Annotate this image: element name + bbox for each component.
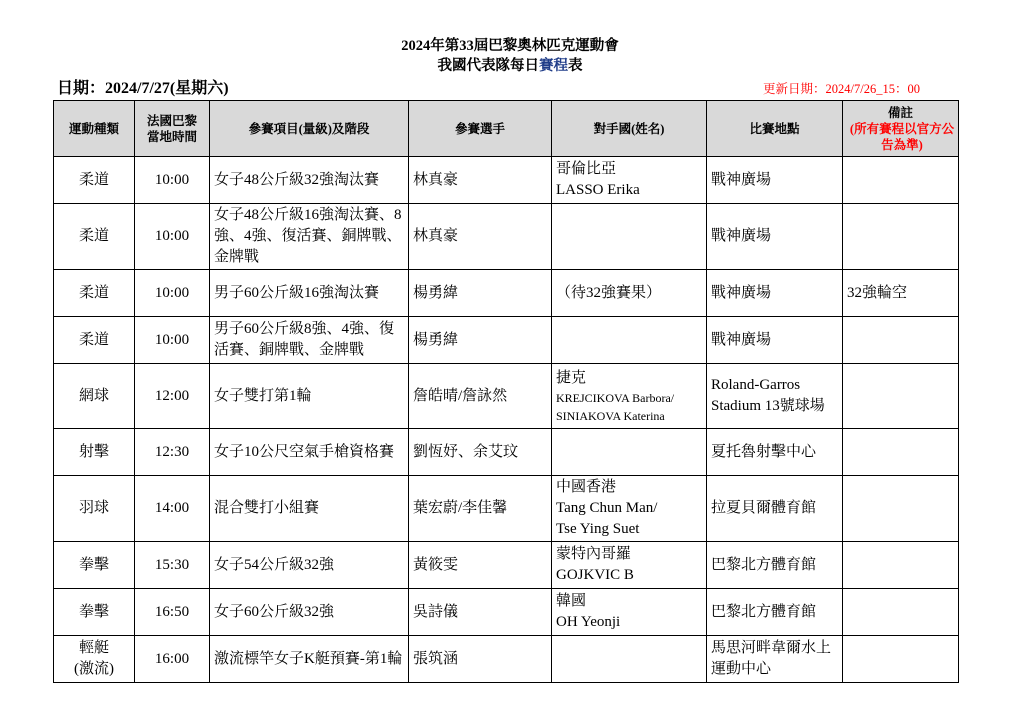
sport-name: 輕艇(激流) — [74, 640, 114, 677]
note — [843, 636, 959, 683]
header-row — [54, 101, 959, 157]
venue: Roland-Garros Stadium 13號球場 — [707, 364, 843, 429]
header-athletes: 參賽選手 — [409, 101, 552, 157]
schedule-row — [54, 542, 959, 589]
opponent-country: 蒙特內哥羅 — [556, 546, 632, 562]
athletes: 葉宏蔚/李佳馨 — [409, 476, 552, 542]
local-time: 16:00 — [135, 636, 210, 683]
note — [843, 204, 959, 270]
athletes: 吳詩儀 — [409, 589, 552, 636]
local-time: 12:00 — [135, 364, 210, 429]
note — [843, 317, 959, 364]
sport-cell — [54, 204, 135, 270]
event-stage: 女子60公斤級32強 — [210, 589, 409, 636]
sport-cell — [54, 542, 135, 589]
venue: 戰神廣場 — [707, 157, 843, 204]
header-opponent: 對手國(姓名) — [552, 101, 707, 157]
schedule-row — [54, 429, 959, 476]
note: 32強輪空 — [843, 270, 959, 317]
opponent-country: 捷克 — [556, 369, 587, 386]
opponent-cell — [552, 476, 707, 542]
venue: 馬思河畔韋爾水上運動中心 — [707, 636, 843, 683]
local-time: 10:00 — [135, 270, 210, 317]
local-time: 16:50 — [135, 589, 210, 636]
athletes: 黃筱雯 — [409, 542, 552, 589]
subtitle-suffix: 表 — [568, 58, 583, 74]
athletes: 詹皓晴/詹詠然 — [409, 364, 552, 429]
header-time-cell — [135, 101, 210, 157]
opponent-cell — [552, 589, 707, 636]
opponent-status: （待32強賽果） — [556, 284, 662, 301]
sport-name: 網球 — [78, 387, 109, 404]
event-stage: 女子54公斤級32強 — [210, 542, 409, 589]
note — [843, 476, 959, 542]
sport-name: 柔道 — [78, 171, 109, 188]
sport-cell — [54, 429, 135, 476]
athletes: 林真豪 — [409, 204, 552, 270]
sport-name: 射擊 — [78, 443, 109, 460]
sport-name: 拳擊 — [78, 556, 109, 573]
opponent-cell — [552, 364, 707, 429]
opponent-country: 中國香港 — [556, 479, 617, 495]
schedule-date: 日期：2024/7/27(星期六) — [57, 80, 229, 97]
sport-name: 柔道 — [78, 284, 109, 301]
athletes: 林真豪 — [409, 157, 552, 204]
subtitle-highlight: 賽程 — [539, 58, 568, 74]
sport-cell — [54, 157, 135, 204]
schedule-table — [53, 100, 959, 683]
venue: 夏托魯射擊中心 — [707, 429, 843, 476]
athletes: 張筑涵 — [409, 636, 552, 683]
header-note: 備註 — [887, 105, 913, 120]
subtitle-prefix: 我國代表隊每日 — [437, 58, 539, 74]
note — [843, 429, 959, 476]
schedule-row — [54, 317, 959, 364]
schedule-row — [54, 270, 959, 317]
venue: 拉夏貝爾體育館 — [707, 476, 843, 542]
local-time: 12:30 — [135, 429, 210, 476]
note — [843, 157, 959, 204]
header-venue: 比賽地點 — [707, 101, 843, 157]
schedule-row — [54, 364, 959, 429]
event-stage: 男子60公斤級16強淘汰賽 — [210, 270, 409, 317]
venue: 巴黎北方體育館 — [707, 589, 843, 636]
opponent-country: 哥倫比亞 — [556, 161, 617, 177]
opponent-name: OH Yeonji — [556, 614, 621, 630]
event-stage: 女子10公尺空氣手槍資格賽 — [210, 429, 409, 476]
sport-cell — [54, 317, 135, 364]
opponent-country: 韓國 — [556, 593, 587, 609]
sport-cell — [54, 270, 135, 317]
opponent-name: Tang Chun Man/ — [556, 500, 658, 516]
header-note-disclaimer: (所有賽程以官方公告為準) — [849, 121, 955, 152]
note — [843, 589, 959, 636]
event-stage: 女子雙打第1輪 — [210, 364, 409, 429]
schedule-row — [54, 157, 959, 204]
opponent-name: SINIAKOVA Katerina — [556, 408, 665, 423]
sport-cell — [54, 476, 135, 542]
event-stage: 女子48公斤級32強淘汰賽 — [210, 157, 409, 204]
local-time: 10:00 — [135, 317, 210, 364]
local-time: 14:00 — [135, 476, 210, 542]
venue: 巴黎北方體育館 — [707, 542, 843, 589]
event-stage: 激流標竿女子K艇預賽-第1輪 — [210, 636, 409, 683]
opponent-cell — [552, 542, 707, 589]
opponent-cell — [552, 317, 707, 364]
header-event: 參賽項目(量級)及階段 — [210, 101, 409, 157]
venue: 戰神廣場 — [707, 317, 843, 364]
opponent-cell — [552, 636, 707, 683]
event-stage: 混合雙打小組賽 — [210, 476, 409, 542]
schedule-row — [54, 636, 959, 683]
opponent-name: Tse Ying Suet — [556, 521, 640, 537]
opponent-cell — [552, 270, 707, 317]
header-time: 法國巴黎當地時間 — [146, 113, 197, 144]
note — [843, 364, 959, 429]
opponent-name: GOJKVIC B — [556, 567, 634, 583]
venue: 戰神廣場 — [707, 204, 843, 270]
sport-name: 拳擊 — [78, 603, 109, 620]
note — [843, 542, 959, 589]
opponent-name: LASSO Erika — [556, 182, 640, 198]
local-time: 10:00 — [135, 204, 210, 270]
opponent-cell — [552, 157, 707, 204]
document-subtitle — [0, 56, 1020, 76]
opponent-cell — [552, 204, 707, 270]
sport-cell — [54, 636, 135, 683]
athletes: 楊勇緯 — [409, 317, 552, 364]
sport-name: 羽球 — [78, 500, 109, 516]
header-sport: 運動種類 — [54, 101, 135, 157]
schedule-row — [54, 204, 959, 270]
local-time: 15:30 — [135, 542, 210, 589]
schedule-row — [54, 476, 959, 542]
opponent-name: KREJCIKOVA Barbora/ — [556, 390, 675, 405]
sport-name: 柔道 — [78, 331, 109, 348]
document-title: 2024年第33屆巴黎奧林匹克運動會 — [401, 38, 619, 54]
venue: 戰神廣場 — [707, 270, 843, 317]
updated-timestamp: 更新日期：2024/7/26_15：00 — [763, 82, 920, 96]
opponent-cell — [552, 429, 707, 476]
schedule-row — [54, 589, 959, 636]
event-stage: 男子60公斤級8強、4強、復活賽、銅牌戰、金牌戰 — [210, 317, 409, 364]
local-time: 10:00 — [135, 157, 210, 204]
sport-cell — [54, 589, 135, 636]
athletes: 楊勇緯 — [409, 270, 552, 317]
event-stage: 女子48公斤級16強淘汰賽、8強、4強、復活賽、銅牌戰、金牌戰 — [210, 204, 409, 270]
sport-cell — [54, 364, 135, 429]
sport-name: 柔道 — [78, 228, 109, 244]
athletes: 劉恆妤、余艾玟 — [409, 429, 552, 476]
header-note-cell — [843, 101, 959, 157]
